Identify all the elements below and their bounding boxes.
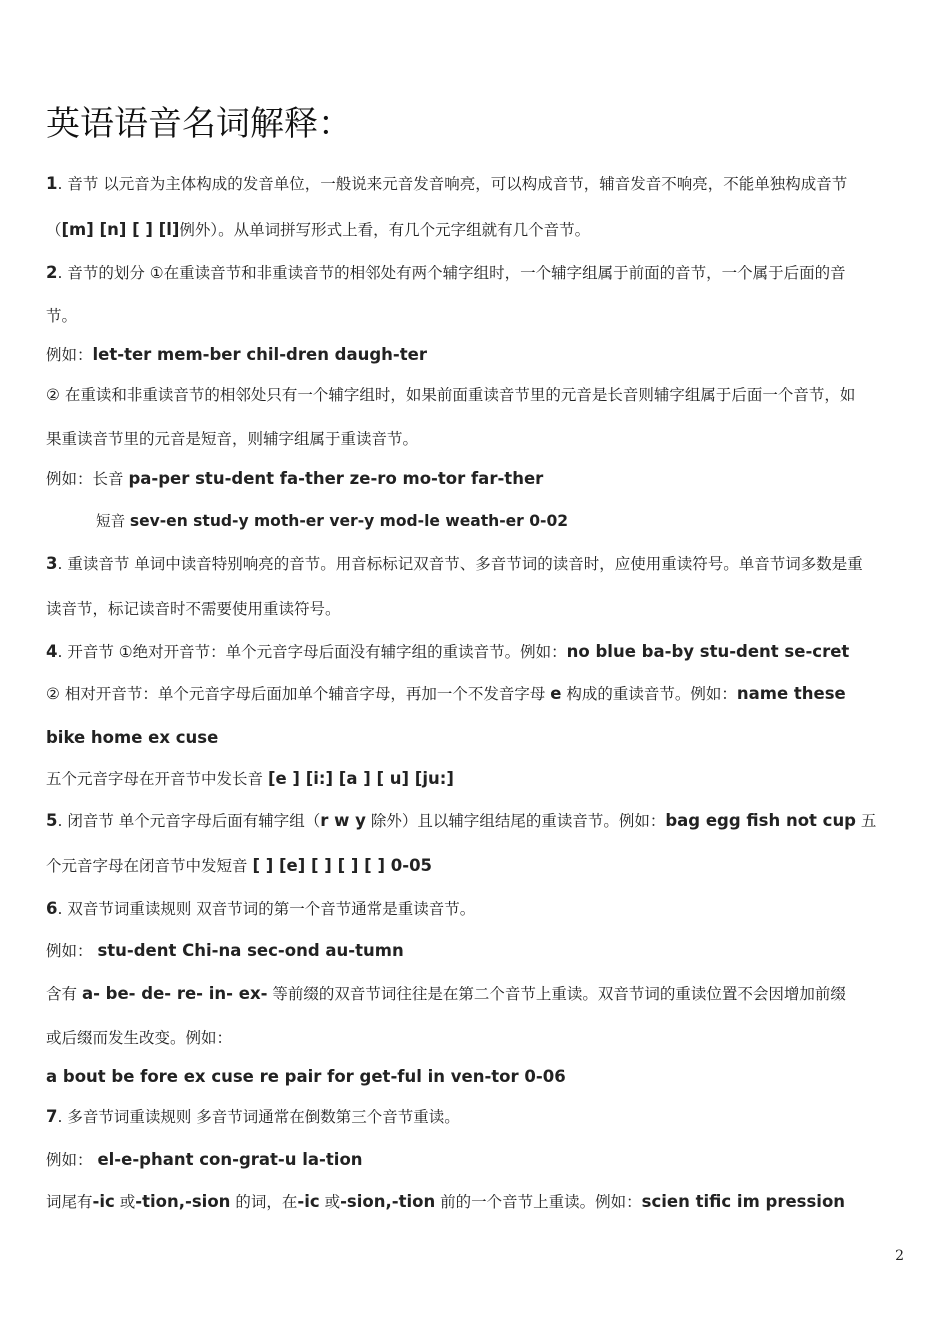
paragraph-line — [46, 1106, 908, 1128]
paragraph-line — [46, 940, 908, 962]
text: 或 — [319, 1193, 341, 1211]
paragraph-line — [46, 384, 908, 406]
paragraph-line — [46, 1066, 908, 1088]
bold-text: [m] [n] [ ] [l] — [61, 220, 180, 239]
text: 例如： — [46, 942, 98, 960]
text: 短音 — [96, 513, 130, 530]
bold-text: el-e-phant con-grat-u la-tion — [97, 1150, 363, 1169]
bold-text: 5 — [46, 811, 58, 830]
bold-text: sev-en stud-y moth-er ver-y mod-le weath-er 0-02 — [129, 512, 569, 530]
paragraph-line — [46, 305, 908, 327]
bold-text: [ ] [e] [ ] [ ] [ ] 0-05 — [252, 856, 433, 875]
bold-text: a- be- de- re- in- ex- — [81, 984, 268, 1003]
paragraph-line — [46, 898, 908, 920]
text: 词尾有 — [46, 1193, 93, 1211]
paragraph-line — [46, 262, 908, 284]
bold-text: let-ter mem-ber chil-dren daugh-ter — [92, 345, 427, 364]
text: . 闭音节 单个元音字母后面有辅字组（ — [57, 812, 321, 830]
paragraph-line — [46, 855, 908, 877]
bold-text: r w y — [320, 811, 366, 830]
paragraph-line — [96, 510, 950, 533]
bold-text: 3 — [46, 554, 58, 573]
text: （ — [46, 221, 62, 239]
paragraph-line — [46, 810, 908, 832]
bold-text: 1 — [46, 174, 58, 193]
paragraph-line — [46, 553, 908, 575]
bold-text: a bout be fore ex cuse re pair for get-ful in ven-tor 0-06 — [46, 1067, 566, 1086]
text: 五个元音字母在开音节中发长音 — [46, 770, 268, 788]
bold-text: stu-dent Chi-na sec-ond au-tumn — [97, 941, 404, 960]
text: 的词，在 — [230, 1193, 298, 1211]
text: 或后缀而发生改变。例如： — [46, 1029, 233, 1047]
text: ② 相对开音节：单个元音字母后面加单个辅音字母，再加一个不发音字母 — [46, 685, 551, 703]
text: . 音节 以元音为主体构成的发音单位，一般说来元音发音响亮，可以构成音节，辅音发音不响亮，不能单独构成音节 — [57, 175, 848, 193]
paragraph-line — [46, 983, 908, 1005]
bold-text: -sion,-tion — [340, 1192, 436, 1211]
text: 除外）且以辅字组结尾的重读音节。例如： — [365, 812, 666, 830]
text: 或 — [114, 1193, 136, 1211]
bold-text: 2 — [46, 263, 58, 282]
bold-text: pa-per stu-dent fa-ther ze-ro mo-tor far-ther — [128, 469, 544, 488]
text: . 双音节词重读规则 双音节词的第一个音节通常是重读音节。 — [57, 900, 476, 918]
text: 节。 — [46, 307, 78, 325]
bold-text: 4 — [46, 642, 58, 661]
paragraph-line — [46, 428, 908, 450]
text: 例外）。从单词拼写形式上看，有几个元字组就有几个音节。 — [179, 221, 591, 239]
text: . 音节的划分 ①在重读音节和非重读音节的相邻处有两个辅字组时，一个辅字组属于前面的音节，一个属于后面的音 — [57, 264, 846, 282]
text: 果重读音节里的元音是短音，则辅字组属于重读音节。 — [46, 430, 419, 448]
paragraph-line — [46, 1149, 908, 1171]
bold-text: 7 — [46, 1107, 58, 1126]
text: 五 — [856, 812, 877, 830]
bold-text: no blue ba-by stu-dent se-cret — [566, 642, 850, 661]
paragraph-line — [46, 219, 908, 241]
paragraph-line — [46, 768, 908, 790]
text: . 重读音节 单词中读音特别响亮的音节。用音标标记双音节、多音节词的读音时，应使用重读符号。单音节词多数是重 — [57, 555, 863, 573]
bold-text: [e ] [i:] [a ] [ u] [ju:] — [267, 769, 454, 788]
bold-text: bag egg fish not cup — [665, 811, 856, 830]
text: 例如： — [46, 346, 93, 364]
paragraph-line — [46, 1191, 908, 1213]
paragraph-line — [46, 173, 908, 195]
text: 含有 — [46, 985, 82, 1003]
page-number: 2 — [895, 1248, 904, 1264]
text: 前的一个音节上重读。例如： — [435, 1193, 642, 1211]
bold-text: bike home ex cuse — [46, 728, 219, 747]
text: 读音节，标记读音时不需要使用重读符号。 — [46, 600, 341, 618]
paragraph-line — [46, 683, 908, 705]
paragraph-line — [46, 344, 908, 366]
bold-text: scien tific im pression — [641, 1192, 846, 1211]
paragraph-line — [46, 1027, 908, 1049]
text: 例如：长音 — [46, 470, 129, 488]
page-title: 英语语音名词解释： — [46, 104, 352, 144]
text: 等前缀的双音节词往往是在第二个音节上重读。双音节词的重读位置不会因增加前缀 — [267, 985, 846, 1003]
bold-text: -tion,-sion — [135, 1192, 231, 1211]
paragraph-line — [46, 641, 908, 663]
text: ② 在重读和非重读音节的相邻处只有一个辅字组时，如果前面重读音节里的元音是长音则辅字组属于后面一个音节，如 — [46, 386, 856, 404]
bold-text: -ic — [92, 1192, 115, 1211]
paragraph-line — [46, 598, 908, 620]
text: 个元音字母在闭音节中发短音 — [46, 857, 253, 875]
bold-text: -ic — [297, 1192, 320, 1211]
bold-text: 6 — [46, 899, 58, 918]
bold-text: name these — [736, 684, 846, 703]
text: . 多音节词重读规则 多音节词通常在倒数第三个音节重读。 — [57, 1108, 460, 1126]
text: . 开音节 ①绝对开音节：单个元音字母后面没有辅字组的重读音节。例如： — [57, 643, 567, 661]
paragraph-line — [46, 468, 908, 490]
paragraph-line — [46, 727, 908, 749]
bold-text: e — [550, 684, 562, 703]
text: 例如： — [46, 1151, 98, 1169]
text: 构成的重读音节。例如： — [561, 685, 737, 703]
